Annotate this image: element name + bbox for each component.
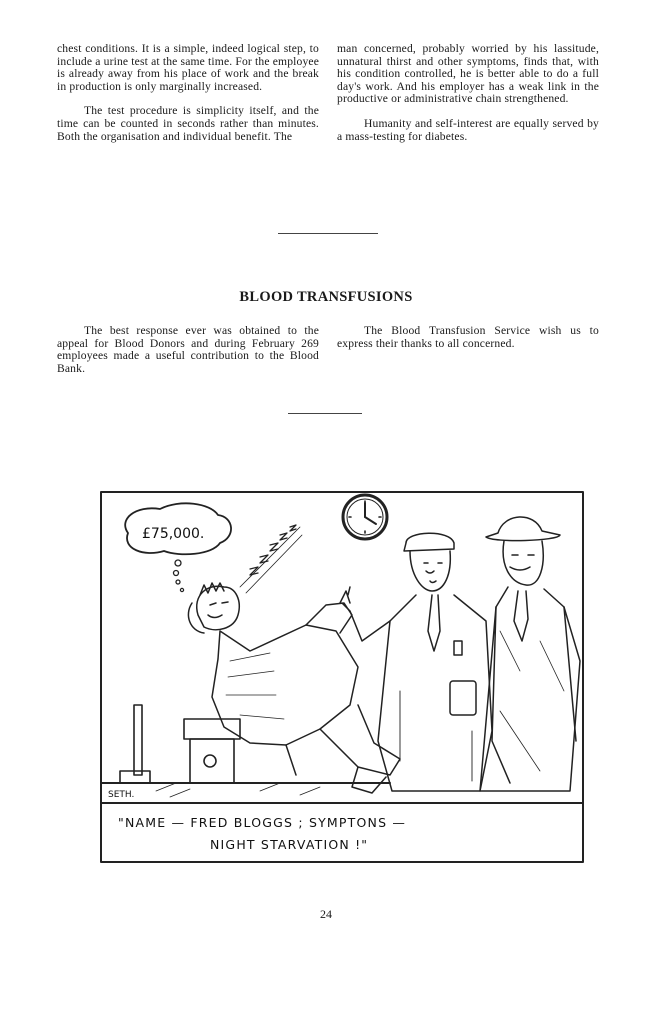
blood-right-column	[337, 325, 599, 350]
section-title: BLOOD TRANSFUSIONS	[239, 289, 413, 305]
sleeping-worker	[188, 583, 400, 793]
clock-icon	[343, 495, 387, 539]
sleep-zzz-icon	[240, 525, 302, 593]
paragraph: The best response ever was obtained to the appeal for Blood Donors and during February 269 employees made a useful contribution to the Blood Bank.	[57, 324, 319, 375]
paragraph: The Blood Transfusion Service wish us to express their thanks to all concerned.	[337, 324, 599, 350]
cartoon-illustration	[100, 491, 584, 863]
caption-line-1: "NAME — FRED BLOGGS ; SYMPTONS —	[118, 815, 407, 830]
thought-bubble	[125, 503, 231, 591]
thought-bubble-text: £75,000.	[142, 526, 205, 542]
man-in-cap	[342, 533, 492, 791]
bench-vice	[100, 705, 390, 797]
paragraph: The test procedure is simplicity itself, and the time can be counted in seconds rather than minutes. Both the organisation and individual benefit. The	[57, 104, 319, 143]
caption-line-2: NIGHT STARVATION !"	[210, 837, 369, 852]
paragraph: chest conditions. It is a simple, indeed logical step, to include a urine test at the same time. For the employee is already away from his place of work and the break in production is only marginally increased.	[57, 42, 319, 93]
page-number: 24	[320, 907, 332, 921]
man-in-hat	[480, 517, 580, 791]
paragraph: man concerned, probably worried by his lassitude, unnatural thirst and other symptoms, finds that, with his condition controlled, he is better able to do a full day's work. And his employer has a weak link in the productive or administrative chain strengthened.	[337, 42, 599, 106]
article-right-column	[337, 43, 599, 143]
paragraph: Humanity and self-interest are equally served by a mass-testing for diabetes.	[337, 116, 599, 143]
section-divider	[278, 233, 378, 234]
section-divider	[288, 413, 362, 414]
artist-signature: SETH.	[108, 790, 135, 800]
article-left-column	[57, 43, 319, 143]
blood-left-column	[57, 325, 319, 375]
